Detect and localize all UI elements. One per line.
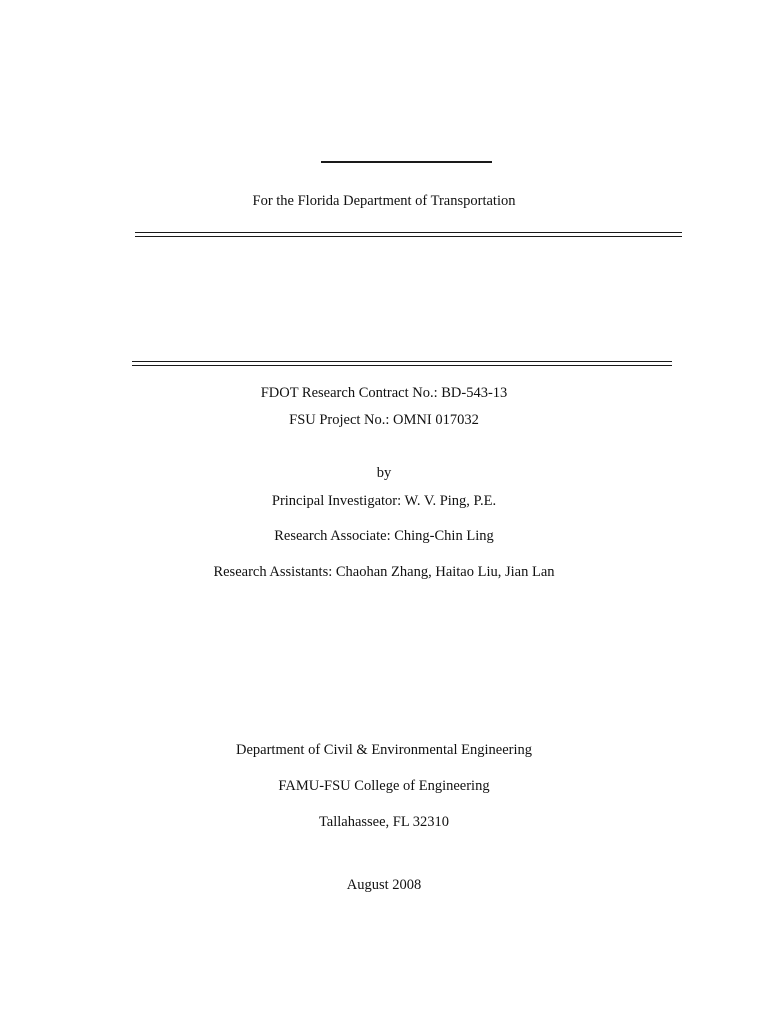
top-short-rule [321, 161, 492, 163]
sponsor-line: For the Florida Department of Transportation [252, 193, 516, 209]
lower-double-rule [132, 361, 672, 366]
publication-date: August 2008 [346, 877, 422, 893]
research-assistants: Research Assistants: Chaohan Zhang, Haitao Liu, Jian Lan [213, 564, 555, 580]
research-associate: Research Associate: Ching-Chin Ling [274, 528, 494, 544]
by-label: by [376, 465, 392, 481]
department-name: Department of Civil & Environmental Engineering [236, 742, 532, 758]
upper-double-rule [135, 232, 682, 237]
college-name: FAMU-FSU College of Engineering [278, 778, 490, 794]
location: Tallahassee, FL 32310 [318, 814, 450, 830]
fdot-contract-number: FDOT Research Contract No.: BD-543-13 [260, 385, 508, 401]
principal-investigator: Principal Investigator: W. V. Ping, P.E. [271, 493, 497, 509]
fsu-project-number: FSU Project No.: OMNI 017032 [289, 412, 479, 428]
